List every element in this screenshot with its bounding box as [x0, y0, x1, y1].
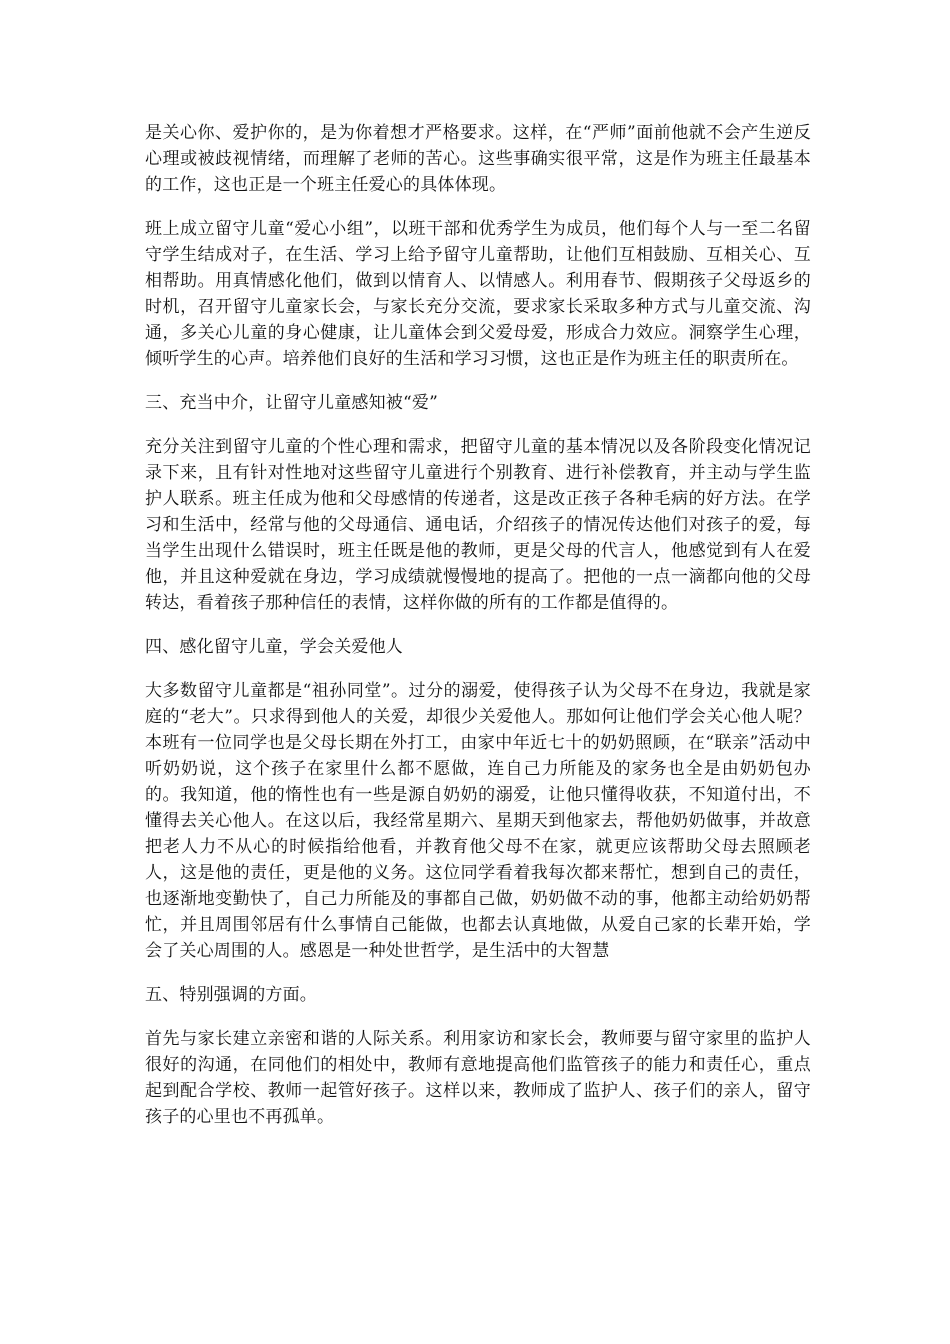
paragraph-care-for-others: 大多数留守儿童都是“祖孙同堂”。过分的溺爱，使得孩子认为父母不在身边，我就是家庭的“老大”。只求得到他人的关爱，却很少关爱他人。那如何让他们学会关心他人呢？本班有一位同学也是父母长期在外打工，由家中年近七十的奶奶照顾，在“联亲”活动中听奶奶说，这个孩子在家里什么都不愿做，连自己力所能及的家务也全是由奶奶包办的。我知道，他的惰性也有一些是源自奶奶的溺爱，让他只懂得收获，不知道付出，不懂得去关心他人。在这以后，我经常星期六、星期天到他家去，帮他奶奶做事，并故意把老人力不从心的时候指给他看，并教育他父母不在家，就更应该帮助父母去照顾老人，这是他的责任，更是他的义务。这位同学看着我每次都来帮忙，想到自己的责任，也逐渐地变勤快了，自己力所能及的事都自己做，奶奶做不动的事，他都主动给奶奶帮忙，并且周围邻居有什么事情自己能做，也都去认真地做，从爱自己家的长辈开始，学会了关心周围的人。感恩是一种处世哲学，是生活中的大智慧 — [145, 681, 811, 961]
section-heading-3: 三、充当中介，让留守儿童感知被“爱” — [145, 393, 438, 413]
paragraph-parent-relations: 首先与家长建立亲密和谐的人际关系。利用家访和家长会，教师要与留守家里的监护人很好的沟通，在同他们的相处中，教师有意地提高他们监管孩子的能力和责任心，重点起到配合学校、教师一起管好孩子。这样以来，教师成了监护人、孩子们的亲人，留守孩子的心里也不再孤单。 — [145, 1029, 811, 1127]
document-body — [145, 120, 811, 1148]
paragraph-intermediary: 充分关注到留守儿童的个性心理和需求，把留守儿童的基本情况以及各阶段变化情况记录下来，且有针对性地对这些留守儿童进行个别教育、进行补偿教育，并主动与学生监护人联系。班主任成为他和父母感情的传递者，这是改正孩子各种毛病的好方法。在学习和生活中，经常与他的父母通信、通电话，介绍孩子的情况传达他们对孩子的爱，每当学生出现什么错误时，班主任既是他的教师，更是父母的代言人，他感觉到有人在爱他，并且这种爱就在身边，学习成绩就慢慢地的提高了。把他的一点一滴都向他的父母转达，看着孩子那种信任的表情，这样你做的所有的工作都是值得的。 — [145, 437, 811, 613]
section-heading-4: 四、感化留守儿童，学会关爱他人 — [145, 637, 403, 657]
paragraph-love-group: 班上成立留守儿童“爱心小组”，以班干部和优秀学生为成员，他们每个人与一至二名留守学生结成对子，在生活、学习上给予留守儿童帮助，让他们互相鼓励、互相关心、互相帮助。用真情感化他们，做到以情育人、以情感人。利用春节、假期孩子父母返乡的时机，召开留守儿童家长会，与家长充分交流，要求家长采取多种方式与儿童交流、沟通，多关心儿童的身心健康，让儿童体会到父爱母爱，形成合力效应。洞察学生心理，倾听学生的心声。培养他们良好的生活和学习习惯，这也正是作为班主任的职责所在。 — [145, 219, 811, 369]
section-heading-5: 五、特别强调的方面。 — [145, 985, 317, 1005]
paragraph-strict-teacher: 是关心你、爱护你的，是为你着想才严格要求。这样，在“严师”面前他就不会产生逆反心理或被歧视情绪，而理解了老师的苦心。这些事确实很平常，这是作为班主任最基本的工作，这也正是一个班主任爱心的具体体现。 — [145, 123, 811, 195]
